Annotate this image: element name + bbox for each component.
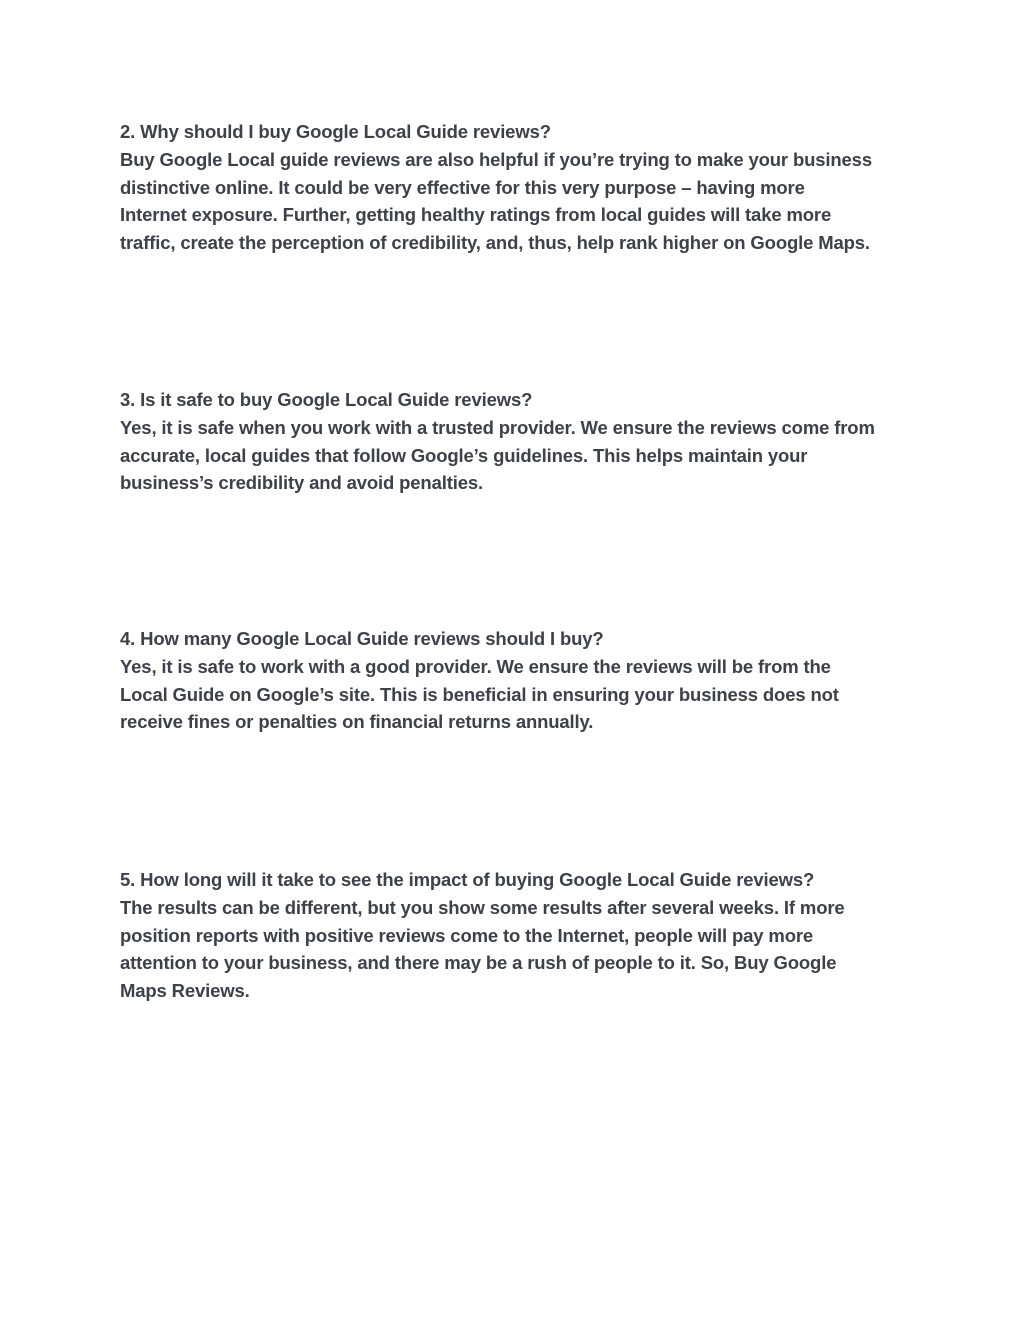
faq-answer-line: Yes, it is safe when you work with a trusted provider. We ensure the reviews come from [120,416,875,438]
faq-answer-line: receive fines or penalties on financial returns annually. [120,711,594,733]
faq-question: 3. Is it safe to buy Google Local Guide reviews? [120,389,533,410]
faq-question: 5. How long will it take to see the impact of buying Google Local Guide reviews? [120,869,815,890]
faq-answer-line: business’s credibility and avoid penalties. [120,472,483,494]
faq-item-4 [120,625,920,736]
faq-answer-line: Internet exposure. Further, getting healthy ratings from local guides will take more [120,204,832,226]
faq-answer-line: The results can be different, but you show some results after several weeks. If more [120,896,845,918]
faq-question: 2. Why should I buy Google Local Guide reviews? [120,121,551,142]
faq-item-5 [120,866,920,1005]
faq-answer-line: accurate, local guides that follow Google’s guidelines. This helps maintain your [120,444,808,466]
faq-answer-line: Local Guide on Google’s site. This is beneficial in ensuring your business does not [120,683,839,705]
faq-answer-line: position reports with positive reviews come to the Internet, people will pay more [120,924,814,946]
faq-answer-line: Yes, it is safe to work with a good provider. We ensure the reviews will be from the [120,655,831,677]
faq-item-2 [120,118,920,257]
faq-item-3 [120,386,920,497]
faq-answer-line: Buy Google Local guide reviews are also helpful if you’re trying to make your business [120,148,872,170]
faq-answer-line: traffic, create the perception of credibility, and, thus, help rank higher on Google Maps. [120,232,870,254]
faq-question: 4. How many Google Local Guide reviews should I buy? [120,628,604,649]
faq-answer-line: attention to your business, and there may be a rush of people to it. So, Buy Google [120,952,837,974]
faq-answer-line: distinctive online. It could be very effective for this very purpose – having more [120,176,805,198]
faq-answer-line: Maps Reviews. [120,980,250,1002]
